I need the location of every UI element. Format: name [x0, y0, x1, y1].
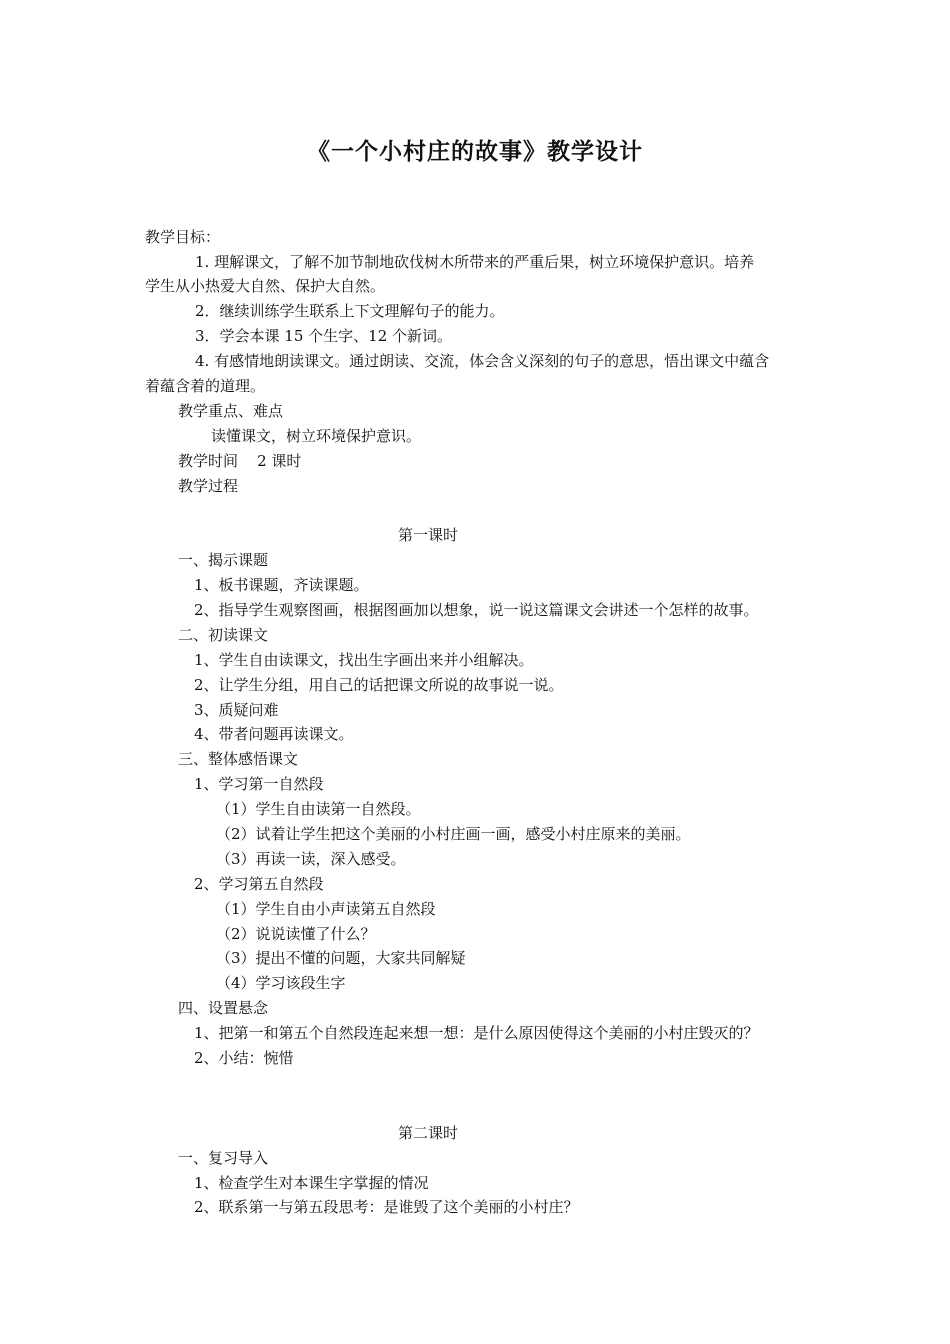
list-item: 2、让学生分组，用自己的话把课文所说的故事说一说。 — [194, 676, 564, 694]
goal-4-line-1: 4. 有感情地朗读课文。通过朗读、交流，体会含义深刻的句子的意思，悟出课文中蕴含 — [195, 352, 770, 370]
lesson-2-heading: 第二课时 — [397, 1124, 458, 1142]
list-item: 1、检查学生对本课生字掌握的情况 — [194, 1174, 429, 1192]
teaching-process-heading: 教学过程 — [178, 477, 239, 495]
document-title: 《一个小村庄的故事》教学设计 — [307, 138, 643, 165]
list-item: 2、联系第一与第五段思考：是谁毁了这个美丽的小村庄？ — [194, 1198, 579, 1216]
lesson-1-section-4: 四、设置悬念 — [178, 999, 269, 1017]
sub-list-item: （2）说说读懂了什么？ — [216, 925, 376, 943]
goal-1-line-2: 学生从小热爱大自然、保护大自然。 — [145, 277, 386, 295]
key-points-heading: 教学重点、难点 — [178, 402, 284, 420]
sub-list-item: （1）学生自由读第一自然段。 — [216, 800, 421, 818]
sub-list-item: （1）学生自由小声读第五自然段 — [216, 900, 436, 918]
list-item: 3、质疑问难 — [194, 701, 279, 719]
lesson-2-section-1: 一、复习导入 — [178, 1149, 269, 1167]
sub-list-item: （3）再读一读，深入感受。 — [216, 850, 406, 868]
list-item: 2、学习第五自然段 — [194, 875, 324, 893]
goals-heading: 教学目标： — [145, 228, 221, 246]
goal-2: 2．继续训练学生联系上下文理解句子的能力。 — [195, 302, 505, 320]
list-item: 4、带者问题再读课文。 — [194, 725, 354, 743]
lesson-1-heading: 第一课时 — [397, 526, 458, 544]
lesson-1-section-1: 一、揭示课题 — [178, 551, 269, 569]
goal-1-line-1: 1. 理解课文，了解不加节制地砍伐树木所带来的严重后果，树立环境保护意识。培养 — [195, 253, 755, 271]
sub-list-item: （2）试着让学生把这个美丽的小村庄画一画，感受小村庄原来的美丽。 — [216, 825, 691, 843]
sub-list-item: （4）学习该段生字 — [216, 974, 346, 992]
sub-list-item: （3）提出不懂的问题，大家共同解疑 — [216, 949, 466, 967]
lesson-1-section-3: 三、整体感悟课文 — [178, 750, 299, 768]
key-points-text: 读懂课文，树立环境保护意识。 — [211, 427, 422, 445]
goal-4-line-2: 着蕴含着的道理。 — [145, 377, 266, 395]
goal-3: 3．学会本课 15 个生字、12 个新词。 — [195, 327, 453, 345]
list-item: 2、指导学生观察图画，根据图画加以想象，说一说这篇课文会讲述一个怎样的故事。 — [194, 601, 759, 619]
lesson-1-section-2: 二、初读课文 — [178, 626, 269, 644]
list-item: 1、把第一和第五个自然段连起来想一想：是什么原因使得这个美丽的小村庄毁灭的？ — [194, 1024, 759, 1042]
list-item: 2、小结：惋惜 — [194, 1049, 294, 1067]
list-item: 1、学习第一自然段 — [194, 775, 324, 793]
list-item: 1、板书课题，齐读课题。 — [194, 576, 369, 594]
list-item: 1、学生自由读课文，找出生字画出来并小组解决。 — [194, 651, 534, 669]
teaching-time: 教学时间 2 课时 — [178, 452, 302, 470]
